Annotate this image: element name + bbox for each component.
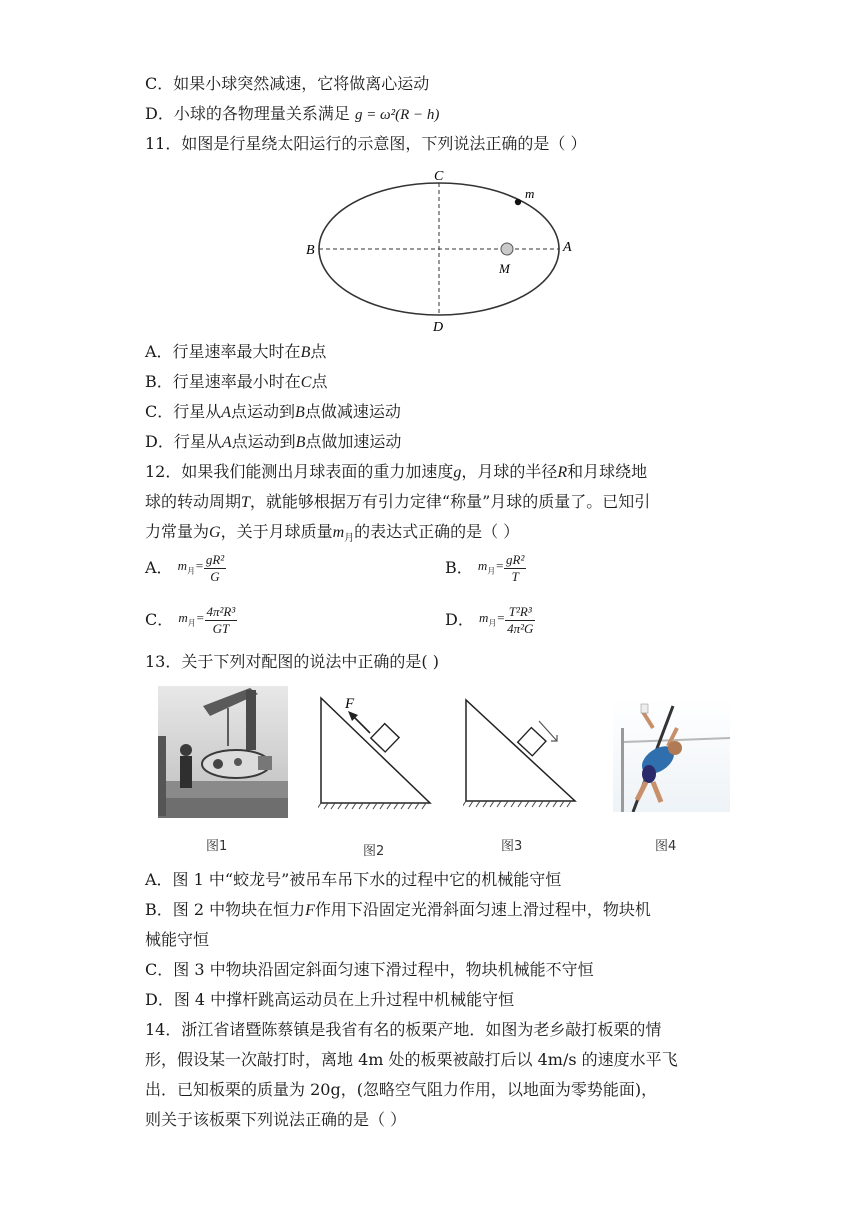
- q10-option-d-text: D．小球的各物理量关系满足: [145, 104, 350, 123]
- label-small-m: m: [525, 186, 535, 201]
- q12-l3-g: G: [209, 524, 221, 541]
- q12-stem-line2: [145, 492, 650, 513]
- q11-b-pre: B．行星速率最小时在: [145, 372, 301, 391]
- q11-option-c: [145, 402, 401, 423]
- fig2-caption: 图2: [363, 844, 385, 859]
- fig2-force-label: F: [345, 696, 355, 712]
- q12-b-mvar: $m_月=$: [477, 557, 505, 576]
- q12-l3-c: 的表达式正确的是（ ）: [354, 522, 520, 541]
- label-big-m: M: [499, 261, 510, 276]
- q11-b-post: 点: [311, 372, 328, 391]
- q12-l2-b: ，就能够根据万有引力定律“称量”月球的质量了。已知引: [249, 492, 651, 511]
- q11-a-var: B: [300, 344, 311, 361]
- q12-a-frac: $\frac{\text{gR²}}{G}$: [205, 552, 225, 584]
- q11-d-var2: B: [295, 434, 306, 451]
- q11-d-var1: A: [221, 434, 232, 451]
- q13-stem: 13．关于下列对配图的说法中正确的是( ): [145, 652, 439, 671]
- q12-l1-g: g: [453, 464, 462, 481]
- q14-stem-line1: 14．浙江省诸暨陈蔡镇是我省有名的板栗产地．如图为老乡敲打板栗的情: [145, 1020, 662, 1039]
- q12-d-frac: $\frac{\text{T²R³}}{\text{4π²G}}$: [507, 604, 534, 636]
- q12-stem-line1: [145, 462, 647, 483]
- q12-l3-m: m: [332, 524, 345, 541]
- q13-figure1-photo: [158, 686, 288, 818]
- q11-option-d: [145, 432, 401, 453]
- q11-orbit-diagram: [300, 165, 580, 335]
- q13-b-pre: B．图 2 中物块在恒力: [145, 900, 306, 919]
- q11-d-post: 点做加速运动: [305, 432, 402, 451]
- planet-m-dot: [515, 199, 521, 205]
- q13-b-f: F: [305, 902, 315, 919]
- q12-l2-a: 球的转动周期: [145, 492, 242, 511]
- q12-l3-a: 力常量为: [145, 522, 210, 541]
- q13-option-d: D．图 4 中撑杆跳高运动员在上升过程中机械能守恒: [145, 990, 515, 1009]
- q12-l1-a: 12．如果我们能测出月球表面的重力加速度: [145, 462, 454, 481]
- q10-option-d: [145, 104, 439, 125]
- q11-option-b: [145, 372, 327, 393]
- q12-c-mvar: $m_月=$: [178, 609, 205, 628]
- q10-option-d-formula: g = ω²(R − h): [354, 107, 440, 123]
- q14-stem-line2: 形，假设某一次敲打时，离地 4m 处的板栗被敲打后以 4m/s 的速度水平飞: [145, 1050, 678, 1069]
- q12-l2-t: T: [241, 494, 250, 511]
- q12-l3-sub: 月: [344, 533, 355, 545]
- q12-option-b: [445, 552, 526, 585]
- q13-b-post: 作用下沿固定光滑斜面匀速上滑过程中，物块机: [314, 900, 651, 919]
- q12-a-label: A．: [145, 558, 173, 577]
- q12-option-d: [445, 604, 535, 637]
- sun-m-circle: [501, 243, 513, 255]
- q11-stem: 11．如图是行星绕太阳运行的示意图，下列说法正确的是（ ）: [145, 134, 587, 153]
- q11-b-var: C: [300, 374, 312, 391]
- q13-figure4-photo: [613, 698, 730, 812]
- q13-option-b-line2: 械能守恒: [145, 930, 210, 949]
- q13-option-a: A．图 1 中“蛟龙号”被吊车吊下水的过程中它的机械能守恒: [145, 870, 562, 889]
- q11-d-pre: D．行星从: [145, 432, 222, 451]
- q14-stem-line4: 则关于该板栗下列说法正确的是（ ）: [145, 1110, 407, 1129]
- q12-d-mvar: $m_月=$: [478, 609, 506, 628]
- q12-d-label: D．: [445, 610, 474, 629]
- q12-c-label: C．: [145, 610, 174, 629]
- q11-c-pre: C．行星从: [145, 402, 222, 421]
- q12-l3-b: ，关于月球质量: [220, 522, 333, 541]
- fig4-caption: 图4: [655, 839, 677, 854]
- q11-c-var2: B: [295, 404, 305, 421]
- q11-a-post: 点: [310, 342, 327, 361]
- q12-a-mvar: $m_月=$: [177, 557, 204, 576]
- q11-c-mid: 点运动到: [231, 402, 296, 421]
- q12-stem-line3: [145, 522, 519, 549]
- q12-b-label: B．: [445, 558, 473, 577]
- label-a: A: [563, 240, 572, 255]
- q12-option-c: [145, 604, 237, 637]
- fig1-caption: 图1: [206, 839, 228, 854]
- q12-l1-r: R: [557, 464, 568, 481]
- fig3-caption: 图3: [501, 839, 523, 854]
- q12-b-frac: $\frac{\text{gR²}}{T}$: [506, 552, 525, 584]
- q13-option-c: C．图 3 中物块沿固定斜面匀速下滑过程中，物块机械能不守恒: [145, 960, 594, 979]
- q11-a-pre: A．行星速率最大时在: [145, 342, 301, 361]
- q11-c-post: 点做减速运动: [304, 402, 401, 421]
- q11-c-var1: A: [221, 404, 232, 421]
- q12-option-a: [145, 552, 226, 585]
- q13-figure2-incline: [318, 693, 433, 815]
- q14-stem-line3: 出．已知板栗的质量为 20g，(忽略空气阻力作用，以地面为零势能面)，: [145, 1080, 658, 1099]
- label-c: C: [434, 169, 444, 184]
- label-d: D: [433, 320, 444, 335]
- q11-option-a: [145, 342, 326, 363]
- q11-d-mid: 点运动到: [231, 432, 296, 451]
- q13-option-b: [145, 900, 651, 921]
- q12-l1-c: 和月球绕地: [567, 462, 648, 481]
- q10-option-c: C．如果小球突然减速，它将做离心运动: [145, 74, 430, 93]
- label-b: B: [306, 243, 315, 258]
- q12-c-frac: $\frac{\text{4π²R³}}{GT}$: [206, 604, 236, 636]
- q12-l1-b: ，月球的半径: [461, 462, 558, 481]
- q13-figure3-incline: [463, 697, 578, 815]
